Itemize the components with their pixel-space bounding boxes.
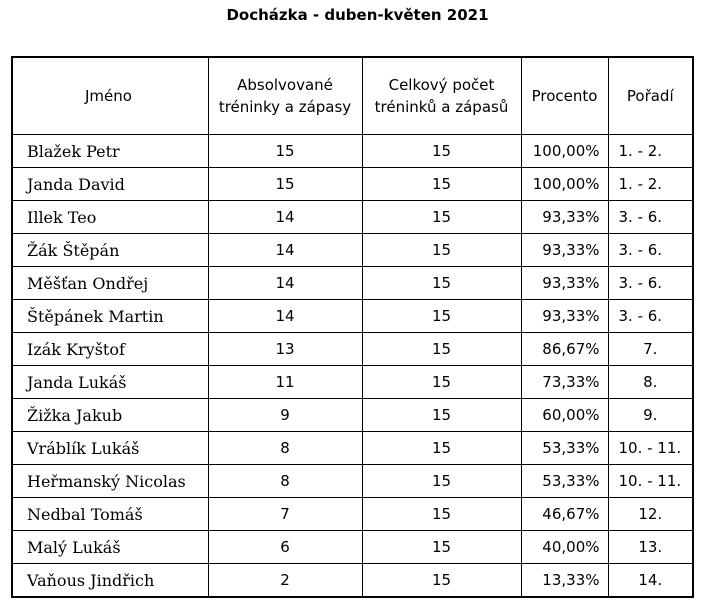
table-row	[12, 432, 693, 465]
cell-name: Štěpánek Martin	[12, 300, 208, 333]
cell-percent: 86,67%	[521, 333, 608, 366]
table-row	[12, 399, 693, 432]
table-row	[12, 201, 693, 234]
cell-rank: 14.	[608, 564, 693, 598]
cell-total: 15	[362, 201, 521, 234]
cell-attended: 9	[208, 399, 362, 432]
cell-total: 15	[362, 300, 521, 333]
document-title: Docházka - duben-květen 2021	[226, 6, 489, 24]
table-row	[12, 234, 693, 267]
cell-percent: 46,67%	[521, 498, 608, 531]
cell-percent: 40,00%	[521, 531, 608, 564]
table-row	[12, 135, 693, 168]
cell-attended: 15	[208, 168, 362, 201]
cell-attended: 13	[208, 333, 362, 366]
cell-name: Měšťan Ondřej	[12, 267, 208, 300]
table-row	[12, 168, 693, 201]
cell-rank: 3. - 6.	[608, 267, 693, 300]
cell-rank: 1. - 2.	[608, 135, 693, 168]
table-row	[12, 300, 693, 333]
cell-rank: 3. - 6.	[608, 201, 693, 234]
table-body	[12, 135, 693, 598]
cell-name: Janda David	[12, 168, 208, 201]
cell-attended: 15	[208, 135, 362, 168]
cell-rank: 3. - 6.	[608, 300, 693, 333]
cell-total: 15	[362, 135, 521, 168]
cell-percent: 60,00%	[521, 399, 608, 432]
cell-name: Vaňous Jindřich	[12, 564, 208, 598]
cell-percent: 100,00%	[521, 168, 608, 201]
cell-name: Blažek Petr	[12, 135, 208, 168]
cell-total: 15	[362, 465, 521, 498]
cell-rank: 10. - 11.	[608, 432, 693, 465]
table-row	[12, 267, 693, 300]
table-row	[12, 366, 693, 399]
cell-name: Janda Lukáš	[12, 366, 208, 399]
cell-total: 15	[362, 234, 521, 267]
cell-name: Žák Štěpán	[12, 234, 208, 267]
table-row	[12, 333, 693, 366]
cell-total: 15	[362, 432, 521, 465]
cell-attended: 6	[208, 531, 362, 564]
cell-percent: 100,00%	[521, 135, 608, 168]
table-row	[12, 564, 693, 598]
cell-rank: 7.	[608, 333, 693, 366]
table-row	[12, 465, 693, 498]
cell-rank: 13.	[608, 531, 693, 564]
cell-name: Izák Kryštof	[12, 333, 208, 366]
header-percent: Procento	[521, 57, 608, 135]
cell-attended: 14	[208, 201, 362, 234]
cell-rank: 12.	[608, 498, 693, 531]
cell-name: Nedbal Tomáš	[12, 498, 208, 531]
cell-total: 15	[362, 564, 521, 598]
cell-attended: 2	[208, 564, 362, 598]
cell-percent: 93,33%	[521, 300, 608, 333]
cell-attended: 7	[208, 498, 362, 531]
cell-total: 15	[362, 267, 521, 300]
cell-rank: 9.	[608, 399, 693, 432]
cell-name: Vráblík Lukáš	[12, 432, 208, 465]
header-total: Celkový počet tréninků a zápasů	[362, 57, 521, 135]
cell-percent: 93,33%	[521, 234, 608, 267]
cell-attended: 8	[208, 432, 362, 465]
cell-percent: 13,33%	[521, 564, 608, 598]
cell-total: 15	[362, 531, 521, 564]
cell-name: Illek Teo	[12, 201, 208, 234]
cell-percent: 93,33%	[521, 201, 608, 234]
cell-rank: 8.	[608, 366, 693, 399]
cell-rank: 1. - 2.	[608, 168, 693, 201]
cell-name: Žižka Jakub	[12, 399, 208, 432]
cell-rank: 10. - 11.	[608, 465, 693, 498]
cell-attended: 14	[208, 300, 362, 333]
cell-attended: 14	[208, 267, 362, 300]
attendance-table	[11, 56, 694, 598]
table-row	[12, 498, 693, 531]
cell-total: 15	[362, 168, 521, 201]
table-row	[12, 531, 693, 564]
cell-name: Heřmanský Nicolas	[12, 465, 208, 498]
cell-rank: 3. - 6.	[608, 234, 693, 267]
cell-attended: 14	[208, 234, 362, 267]
table-header-row	[12, 57, 693, 135]
header-attended: Absolvované tréninky a zápasy	[208, 57, 362, 135]
cell-total: 15	[362, 366, 521, 399]
cell-percent: 93,33%	[521, 267, 608, 300]
cell-total: 15	[362, 399, 521, 432]
header-name: Jméno	[12, 57, 208, 135]
cell-total: 15	[362, 333, 521, 366]
cell-percent: 53,33%	[521, 432, 608, 465]
cell-attended: 8	[208, 465, 362, 498]
cell-attended: 11	[208, 366, 362, 399]
cell-percent: 53,33%	[521, 465, 608, 498]
cell-name: Malý Lukáš	[12, 531, 208, 564]
header-rank: Pořadí	[608, 57, 693, 135]
cell-total: 15	[362, 498, 521, 531]
cell-percent: 73,33%	[521, 366, 608, 399]
